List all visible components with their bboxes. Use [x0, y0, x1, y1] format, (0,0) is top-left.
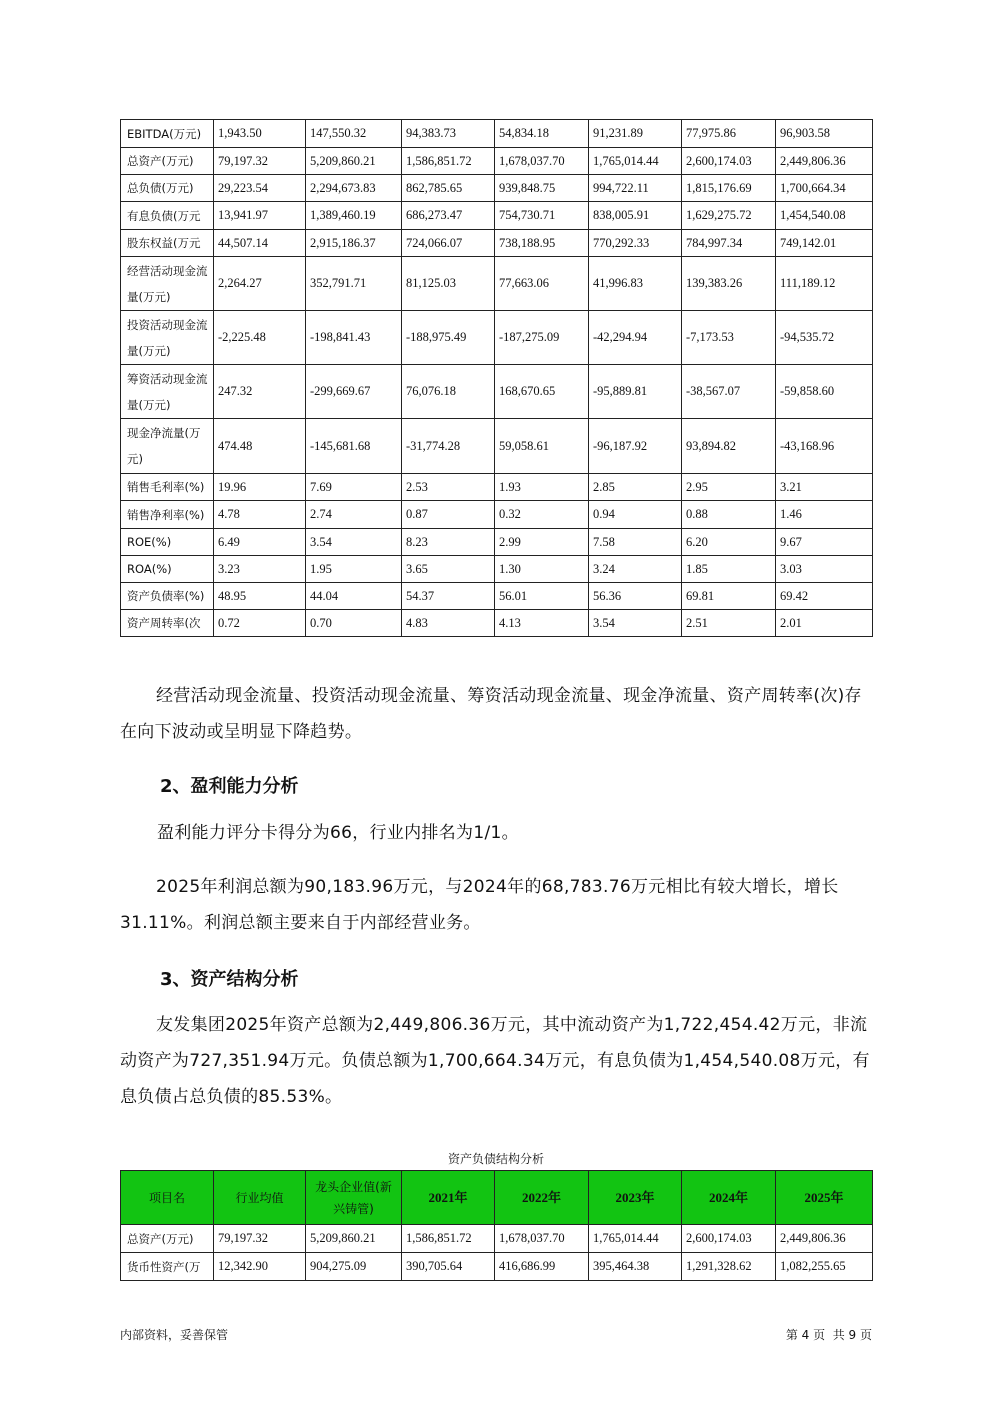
table-cell: 1,943.50	[214, 120, 306, 148]
row-label: 股东权益(万元	[121, 230, 214, 257]
table-cell: 0.88	[682, 501, 776, 529]
row-label: 筹资活动现金流量(万元)	[121, 365, 214, 419]
table-row	[121, 120, 873, 148]
table-cell: 862,785.65	[402, 175, 495, 202]
table-header-row	[121, 1171, 873, 1225]
asset-liability-table-body	[121, 1225, 873, 1281]
table-cell: 2.51	[682, 610, 776, 637]
table-cell: -43,168.96	[776, 419, 873, 474]
table-cell: -299,669.67	[306, 365, 402, 419]
table-cell: 2,600,174.03	[682, 148, 776, 175]
table-cell: 7.69	[306, 474, 402, 501]
table-cell: -38,567.07	[682, 365, 776, 419]
table-cell: 12,342.90	[214, 1253, 306, 1281]
table-cell: 2,449,806.36	[776, 148, 873, 175]
table-cell: -94,535.72	[776, 311, 873, 365]
header-industry-avg: 行业均值	[214, 1171, 306, 1225]
table-cell: 29,223.54	[214, 175, 306, 202]
row-label: 销售净利率(%)	[121, 501, 214, 529]
table-cell: 91,231.89	[589, 120, 682, 148]
table-cell: 19.96	[214, 474, 306, 501]
table-cell: 6.49	[214, 529, 306, 556]
table-cell: 54,834.18	[495, 120, 589, 148]
header-year-2025: 2025年	[776, 1171, 873, 1225]
row-label: ROE(%)	[121, 529, 214, 556]
table-cell: 416,686.99	[495, 1253, 589, 1281]
table-cell: 1,629,275.72	[682, 202, 776, 230]
table-cell: 79,197.32	[214, 1225, 306, 1253]
row-label: 有息负债(万元	[121, 202, 214, 230]
table-cell: 352,791.71	[306, 257, 402, 311]
table-cell: 1,765,014.44	[589, 1225, 682, 1253]
table-cell: 1,765,014.44	[589, 148, 682, 175]
table-cell: 994,722.11	[589, 175, 682, 202]
asset-structure-heading: 3、资产结构分析	[160, 969, 299, 990]
table-cell: 79,197.32	[214, 148, 306, 175]
table-cell: -59,858.60	[776, 365, 873, 419]
table-row	[121, 257, 873, 311]
table-cell: 3.03	[776, 556, 873, 583]
table-cell: 2.85	[589, 474, 682, 501]
table-cell: 1,678,037.70	[495, 148, 589, 175]
table-cell: 77,663.06	[495, 257, 589, 311]
header-leader-value: 龙头企业值(新兴铸管)	[306, 1171, 402, 1225]
table-cell: 1.85	[682, 556, 776, 583]
table-row	[121, 474, 873, 501]
row-label: 投资活动现金流量(万元)	[121, 311, 214, 365]
table-row	[121, 230, 873, 257]
table-cell: 81,125.03	[402, 257, 495, 311]
table-cell: 0.70	[306, 610, 402, 637]
table-cell: 48.95	[214, 583, 306, 610]
table-cell: 1.93	[495, 474, 589, 501]
table-cell: 247.32	[214, 365, 306, 419]
table-cell: 0.72	[214, 610, 306, 637]
table-cell: 2,294,673.83	[306, 175, 402, 202]
table-cell: 1.95	[306, 556, 402, 583]
table-cell: 770,292.33	[589, 230, 682, 257]
row-label: ROA(%)	[121, 556, 214, 583]
table-cell: 5,209,860.21	[306, 1225, 402, 1253]
table-cell: 2,600,174.03	[682, 1225, 776, 1253]
table-cell: 2.99	[495, 529, 589, 556]
table-cell: 76,076.18	[402, 365, 495, 419]
table-cell: 44.04	[306, 583, 402, 610]
table-cell: 390,705.64	[402, 1253, 495, 1281]
table-cell: -95,889.81	[589, 365, 682, 419]
table-cell: 93,894.82	[682, 419, 776, 474]
table-cell: 3.24	[589, 556, 682, 583]
table-row	[121, 501, 873, 529]
table-row	[121, 311, 873, 365]
table-cell: 1,389,460.19	[306, 202, 402, 230]
table-cell: 3.23	[214, 556, 306, 583]
footer-confidential: 内部资料，妥善保管	[120, 1328, 229, 1342]
table-cell: -7,173.53	[682, 311, 776, 365]
table-cell: 0.87	[402, 501, 495, 529]
table-caption: 资产负债结构分析	[447, 1152, 544, 1166]
table-cell: 77,975.86	[682, 120, 776, 148]
table-cell: -145,681.68	[306, 419, 402, 474]
table-cell: 749,142.01	[776, 230, 873, 257]
table-row	[121, 529, 873, 556]
table-cell: 686,273.47	[402, 202, 495, 230]
table-cell: -198,841.43	[306, 311, 402, 365]
table-cell: 2.74	[306, 501, 402, 529]
table-cell: 1.46	[776, 501, 873, 529]
row-label: 现金净流量(万元)	[121, 419, 214, 474]
table-cell: 754,730.71	[495, 202, 589, 230]
table-cell: 3.54	[589, 610, 682, 637]
row-label: EBITDA(万元)	[121, 120, 214, 148]
table-cell: 168,670.65	[495, 365, 589, 419]
table-cell: 9.67	[776, 529, 873, 556]
table-cell: 395,464.38	[589, 1253, 682, 1281]
financial-indicators-table	[120, 119, 873, 637]
header-year-2021: 2021年	[402, 1171, 495, 1225]
table-cell: 96,903.58	[776, 120, 873, 148]
footer-page-number: 第 4 页 共 9 页	[785, 1328, 872, 1342]
table-cell: 1,815,176.69	[682, 175, 776, 202]
row-label: 资产负债率(%)	[121, 583, 214, 610]
table-row	[121, 365, 873, 419]
table-cell: -31,774.28	[402, 419, 495, 474]
table-cell: 54.37	[402, 583, 495, 610]
table-cell: 3.21	[776, 474, 873, 501]
header-year-2024: 2024年	[682, 1171, 776, 1225]
table-cell: 838,005.91	[589, 202, 682, 230]
table-cell: 139,383.26	[682, 257, 776, 311]
table-cell: 2.53	[402, 474, 495, 501]
row-label: 总资产(万元)	[121, 148, 214, 175]
table-row	[121, 202, 873, 230]
row-label: 总资产(万元)	[121, 1225, 214, 1253]
table-cell: 1,700,664.34	[776, 175, 873, 202]
table-cell: -2,225.48	[214, 311, 306, 365]
table-row	[121, 610, 873, 637]
asset-liability-structure-table	[120, 1170, 873, 1281]
profitability-score-paragraph: 盈利能力评分卡得分为66，行业内排名为1/1。	[157, 823, 519, 843]
row-label: 总负债(万元)	[121, 175, 214, 202]
table-row	[121, 1253, 873, 1281]
table-cell: 738,188.95	[495, 230, 589, 257]
header-year-2023: 2023年	[589, 1171, 682, 1225]
table-cell: 4.78	[214, 501, 306, 529]
table-cell: 939,848.75	[495, 175, 589, 202]
row-label: 货币性资产(万	[121, 1253, 214, 1281]
cashflow-trend-paragraph: 经营活动现金流量、投资活动现金流量、筹资活动现金流量、现金净流量、资产周转率(次)存在向下波动或呈明显下降趋势。	[120, 686, 862, 742]
table-cell: 4.83	[402, 610, 495, 637]
table-cell: 13,941.97	[214, 202, 306, 230]
table-cell: 59,058.61	[495, 419, 589, 474]
table-cell: 94,383.73	[402, 120, 495, 148]
table-cell: 724,066.07	[402, 230, 495, 257]
table-cell: 1,454,540.08	[776, 202, 873, 230]
profit-total-paragraph: 2025年利润总额为90,183.96万元，与2024年的68,783.76万元相比有较大增长，增长31.11%。利润总额主要来自于内部经营业务。	[120, 877, 839, 933]
table-cell: 4.13	[495, 610, 589, 637]
table-cell: 1,586,851.72	[402, 148, 495, 175]
header-item-name: 项目名	[121, 1171, 214, 1225]
table-cell: -96,187.92	[589, 419, 682, 474]
table-cell: 904,275.09	[306, 1253, 402, 1281]
table-row	[121, 148, 873, 175]
table-cell: 7.58	[589, 529, 682, 556]
table-cell: 41,996.83	[589, 257, 682, 311]
table-cell: 1.30	[495, 556, 589, 583]
row-label: 经营活动现金流量(万元)	[121, 257, 214, 311]
table-row	[121, 1225, 873, 1253]
table-cell: 784,997.34	[682, 230, 776, 257]
table-cell: 147,550.32	[306, 120, 402, 148]
table-cell: 69.81	[682, 583, 776, 610]
financial-indicators-table-body	[121, 120, 873, 637]
table-cell: 69.42	[776, 583, 873, 610]
table-cell: 56.36	[589, 583, 682, 610]
table-cell: 44,507.14	[214, 230, 306, 257]
table-cell: 1,082,255.65	[776, 1253, 873, 1281]
profitability-heading: 2、盈利能力分析	[160, 776, 299, 797]
asset-structure-paragraph: 友发集团2025年资产总额为2,449,806.36万元，其中流动资产为1,722,454.42万元，非流动资产为727,351.94万元。负债总额为1,700,664.34万元，有息负债为1,454,540.08万元，有息负债占总负债的85.53%。	[120, 1015, 870, 1107]
table-cell: 2.95	[682, 474, 776, 501]
table-cell: 3.54	[306, 529, 402, 556]
table-cell: 1,586,851.72	[402, 1225, 495, 1253]
row-label: 资产周转率(次	[121, 610, 214, 637]
table-cell: -188,975.49	[402, 311, 495, 365]
row-label: 销售毛利率(%)	[121, 474, 214, 501]
table-cell: 6.20	[682, 529, 776, 556]
table-cell: 2,264.27	[214, 257, 306, 311]
table-cell: 56.01	[495, 583, 589, 610]
table-row	[121, 583, 873, 610]
table-cell: 5,209,860.21	[306, 148, 402, 175]
table-cell: 474.48	[214, 419, 306, 474]
table-cell: 2,449,806.36	[776, 1225, 873, 1253]
table-cell: 1,678,037.70	[495, 1225, 589, 1253]
table-cell: -42,294.94	[589, 311, 682, 365]
table-cell: 8.23	[402, 529, 495, 556]
table-cell: 111,189.12	[776, 257, 873, 311]
table-cell: 2,915,186.37	[306, 230, 402, 257]
table-row	[121, 175, 873, 202]
table-cell: 3.65	[402, 556, 495, 583]
table-row	[121, 419, 873, 474]
table-row	[121, 556, 873, 583]
table-cell: 2.01	[776, 610, 873, 637]
table-cell: -187,275.09	[495, 311, 589, 365]
table-cell: 1,291,328.62	[682, 1253, 776, 1281]
header-year-2022: 2022年	[495, 1171, 589, 1225]
table-cell: 0.94	[589, 501, 682, 529]
table-cell: 0.32	[495, 501, 589, 529]
